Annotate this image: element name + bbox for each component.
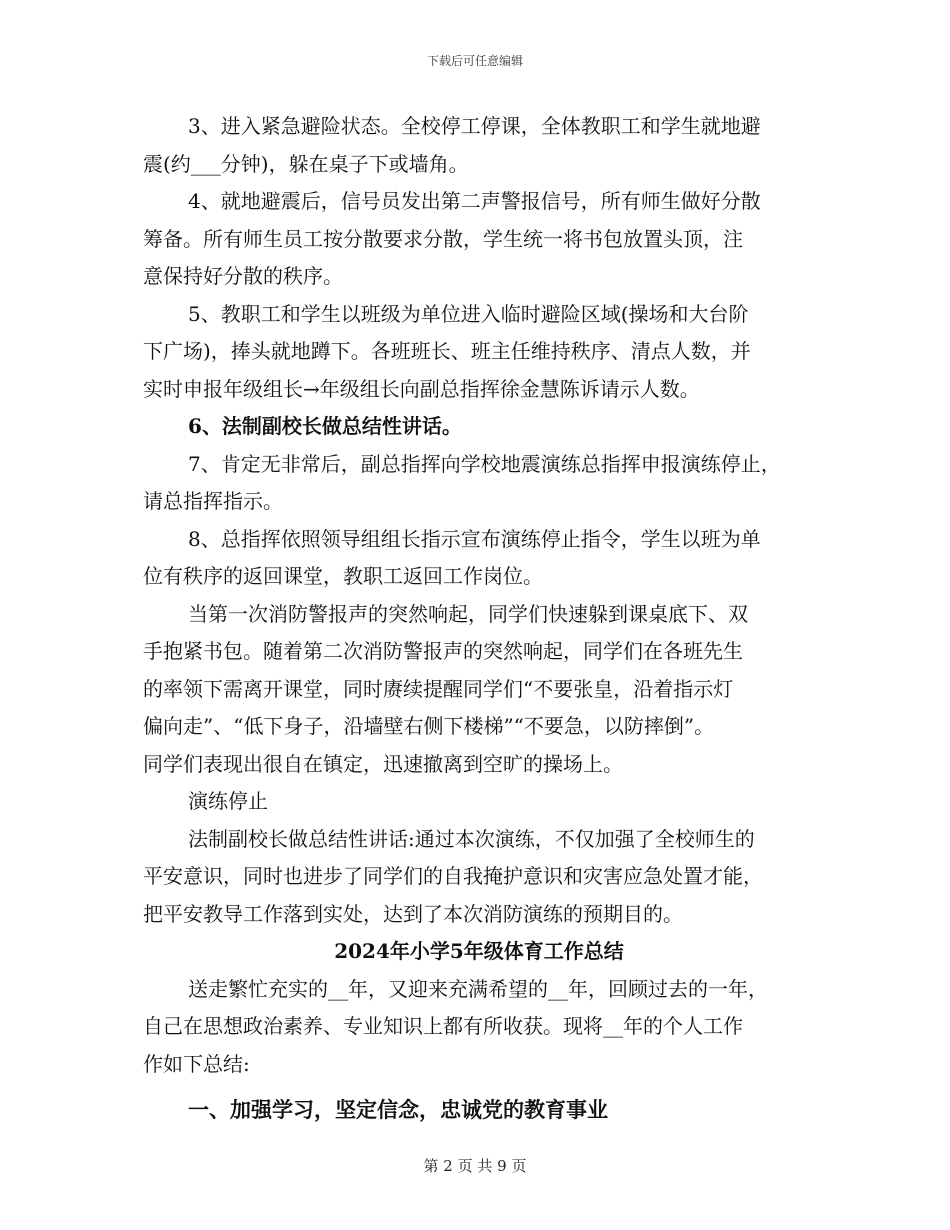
paragraph-line: 送走繁忙充实的__年，又迎来充满希望的__年，回顾过去的一年，	[188, 976, 768, 1001]
paragraph-line: 3、进入紧急避险状态。全校停工停课，全体教职工和学生就地避	[188, 114, 761, 138]
paragraph-line: 自己在思想政治素养、专业知识上都有所收获。现将__年的个人工作	[143, 1014, 743, 1038]
page-footer: 第 2 页 共 9 页	[423, 1157, 527, 1175]
paragraph-line: 平安意识，同时也进步了同学们的自我掩护意识和灾害应急处置才能，	[143, 864, 763, 888]
bold-step-line: 6、法制副校长做总结性讲话。	[188, 414, 462, 438]
paragraph-line: 位有秩序的返回课堂，教职工返回工作岗位。	[143, 564, 543, 588]
paragraph-line: 手抱紧书包。随着第二次消防警报声的突然响起，同学们在各班先生	[143, 639, 743, 663]
paragraph-line: 法制副校长做总结性讲话:通过本次演练，不仅加强了全校师生的	[188, 826, 755, 851]
document-body	[143, 108, 815, 1129]
paragraph-line: 同学们表现出很自在镇定，迅速撤离到空旷的操场上。	[143, 751, 623, 776]
paragraph-line: 8、总指挥依照领导组组长指示宣布演练停止指令，学生以班为单	[188, 526, 761, 551]
paragraph-line: 意保持好分散的秩序。	[143, 264, 343, 288]
paragraph-line: 5、教职工和学生以班级为单位进入临时避险区域(操场和大台阶	[188, 301, 749, 326]
section-heading: 一、加强学习，坚定信念，忠诚党的教育事业	[188, 1097, 608, 1122]
paragraph-line: 偏向走”、“低下身子，沿墙壁右侧下楼梯”“不要急，以防摔倒”。	[143, 714, 715, 738]
paragraph-line: 7、肯定无非常后，副总指挥向学校地震演练总指挥申报演练停止，	[188, 451, 781, 476]
paragraph-line: 请总指挥指示。	[143, 489, 283, 513]
paragraph-line: 实时申报年级组长→年级组长向副总指挥徐金慧陈诉请示人数。	[143, 376, 700, 401]
paragraph-line: 下广场)，捧头就地蹲下。各班班长、班主任维持秩序、清点人数，并	[143, 339, 751, 363]
section-title: 2024年小学5年级体育工作总结	[334, 939, 624, 963]
paragraph-line: 作如下总结:	[143, 1051, 250, 1076]
paragraph-line: 当第一次消防警报声的突然响起，同学们快速躲到课桌底下、双	[188, 601, 748, 626]
page-header: 下载后可任意编辑	[426, 54, 523, 68]
paragraph-line: 把平安教导工作落到实处，达到了本次消防演练的预期目的。	[143, 901, 683, 926]
paragraph-line: 筹备。所有师生员工按分散要求分散，学生统一将书包放置头顶，注	[143, 226, 743, 251]
paragraph-line: 的率领下需离开课堂，同时赓续提醒同学们“不要张皇，沿着指示灯	[143, 676, 734, 701]
paragraph-line: 4、就地避震后，信号员发出第二声警报信号，所有师生做好分散	[188, 189, 761, 213]
paragraph-line: 震(约___分钟)，躲在桌子下或墙角。	[143, 151, 469, 176]
paragraph-line: 演练停止	[188, 789, 268, 813]
